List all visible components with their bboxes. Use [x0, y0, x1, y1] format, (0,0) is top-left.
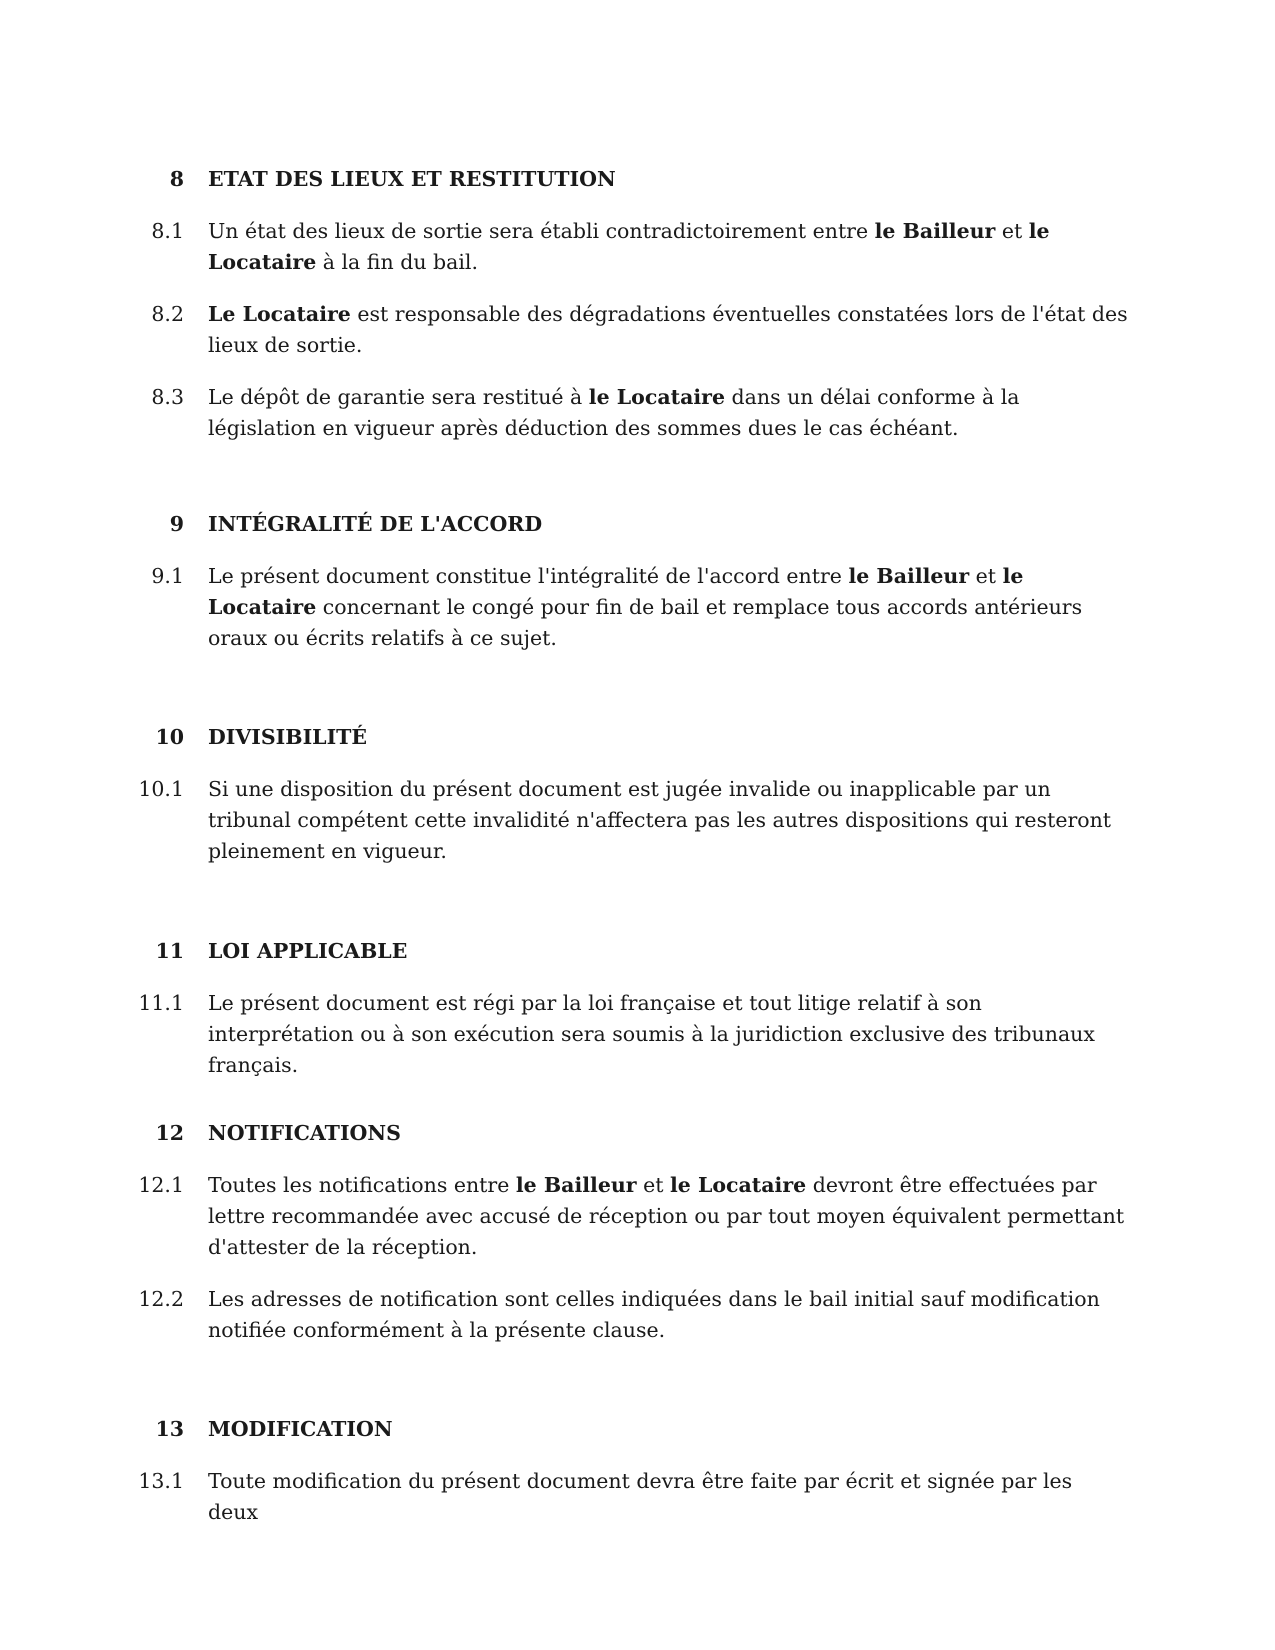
clause-number: 10.1 [138, 777, 184, 801]
clause [0, 299, 1275, 361]
clause-text-segment: Les adresses de notification sont celles indiquées dans le bail initial sauf modification notifiée conformément à la présente clause. [208, 1287, 1100, 1342]
clause-text-segment: Le présent document est régi par la loi française et tout litige relatif à son interprétation ou à son exécution sera soumis à la juridiction exclusive des tribunaux français. [208, 991, 1095, 1077]
clause [0, 1170, 1275, 1263]
section-12 [0, 1120, 1275, 1346]
section-title: DIVISIBILITÉ [208, 725, 368, 749]
party-name: le Locataire [588, 385, 725, 409]
clause-number: 8.1 [151, 219, 184, 243]
section-9 [0, 511, 1275, 654]
clause-text-segment: concernant le congé pour fin de bail et remplace tous accords antérieurs oraux ou écrits relatifs à ce sujet. [208, 595, 1083, 650]
section-13 [0, 1416, 1275, 1528]
clause-number: 8.2 [151, 302, 184, 326]
clause-text-segment: et [969, 564, 1003, 588]
clause-text [208, 382, 1128, 444]
clause-text [208, 1284, 1128, 1346]
clause [0, 1466, 1275, 1528]
section-number: 9 [169, 512, 184, 536]
clause-number: 13.1 [138, 1469, 184, 1493]
section-heading [0, 1416, 1275, 1442]
party-name: le Locataire [208, 219, 1050, 274]
party-name: Le Locataire [208, 302, 351, 326]
clause-text [208, 1466, 1128, 1528]
section-heading [0, 1120, 1275, 1146]
section-title: ETAT DES LIEUX ET RESTITUTION [208, 167, 616, 191]
clause-text-segment: Toutes les notifications entre [208, 1173, 516, 1197]
section-number: 13 [155, 1417, 184, 1441]
clause-text-segment: devront être effectuées par lettre recommandée avec accusé de réception ou par tout moyen équivalent permettant d'attester de la réception. [208, 1173, 1125, 1259]
section-heading [0, 724, 1275, 750]
clause-text [208, 774, 1128, 867]
clause-number: 12.2 [138, 1287, 184, 1311]
clause-text-segment: Si une disposition du présent document est jugée invalide ou inapplicable par un tribunal compétent cette invalidité n'affectera pas les autres dispositions qui resteront pleinement en vigueur. [208, 777, 1112, 863]
clause-number: 11.1 [138, 991, 184, 1015]
party-name: le Locataire [208, 564, 1024, 619]
clause-text-segment: Le présent document constitue l'intégralité de l'accord entre [208, 564, 849, 588]
clause-text-segment: dans un délai conforme à la législation en vigueur après déduction des sommes dues le cas échéant. [208, 385, 1020, 440]
section-number: 12 [155, 1121, 184, 1145]
clause-text-segment: Toute modification du présent document devra être faite par écrit et signée par les deux [208, 1469, 1073, 1524]
clause-text-segment: est responsable des dégradations éventuelles constatées lors de l'état des lieux de sortie. [208, 302, 1128, 357]
clause-text-segment: et [636, 1173, 670, 1197]
party-name: le Bailleur [515, 1173, 637, 1197]
party-name: le Bailleur [848, 564, 970, 588]
clause [0, 988, 1275, 1081]
section-heading [0, 166, 1275, 192]
clause-text-segment: et [995, 219, 1029, 243]
clause-text-segment: à la fin du bail. [316, 250, 479, 274]
clause [0, 561, 1275, 654]
clause [0, 382, 1275, 444]
party-name: le Bailleur [874, 219, 996, 243]
clause-text-segment: Le dépôt de garantie sera restitué à [208, 385, 589, 409]
clause [0, 1284, 1275, 1346]
section-11 [0, 938, 1275, 1081]
clause [0, 216, 1275, 278]
clause-number: 9.1 [151, 564, 184, 588]
clause-text-segment: Un état des lieux de sortie sera établi contradictoirement entre [208, 219, 875, 243]
clause-text [208, 988, 1128, 1081]
clause-text [208, 299, 1128, 361]
clause-number: 8.3 [151, 385, 184, 409]
section-heading [0, 938, 1275, 964]
section-10 [0, 724, 1275, 867]
clause-text [208, 1170, 1128, 1263]
clause-number: 12.1 [138, 1173, 184, 1197]
clause-text [208, 216, 1128, 278]
section-number: 8 [169, 167, 184, 191]
section-number: 11 [155, 939, 184, 963]
section-number: 10 [155, 725, 184, 749]
clause [0, 774, 1275, 867]
section-title: LOI APPLICABLE [208, 939, 408, 963]
clause-text [208, 561, 1128, 654]
section-title: INTÉGRALITÉ DE L'ACCORD [208, 512, 543, 536]
party-name: le Locataire [669, 1173, 807, 1197]
section-heading [0, 511, 1275, 537]
section-8 [0, 166, 1275, 444]
section-title: NOTIFICATIONS [208, 1121, 401, 1145]
section-title: MODIFICATION [208, 1417, 393, 1441]
